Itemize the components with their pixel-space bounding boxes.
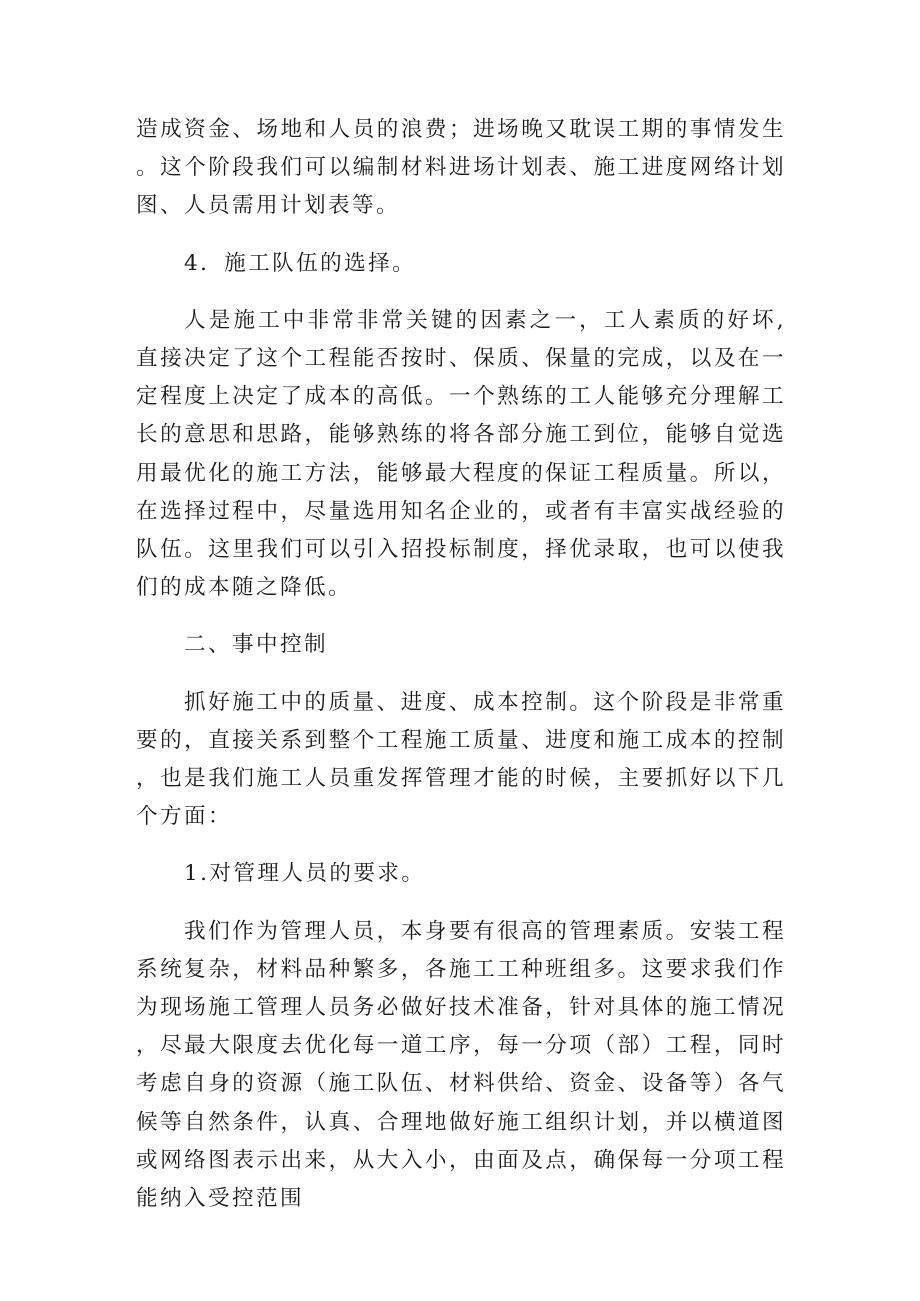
- paragraph-quality-progress-cost: 抓好施工中的质量、进度、成本控制。这个阶段是非常重要的，直接关系到整个工程施工质量、进度和施工成本的控制，也是我们施工人员重发挥管理才能的时候，主要抓好以下几个方面：: [136, 689, 786, 830]
- heading-manager-requirements: 1.对管理人员的要求。: [184, 861, 426, 887]
- document-body: [136, 111, 786, 1218]
- paragraph-continuation: 造成资金、场地和人员的浪费；进场晚又耽误工期的事情发生。这个阶段我们可以编制材料进场计划表、施工进度网络计划图、人员需用计划表等。: [136, 117, 786, 219]
- paragraph-manager-duties: 我们作为管理人员，本身要有很高的管理素质。安装工程系统复杂，材料品种繁多，各施工工种班组多。这要求我们作为现场施工管理人员务必做好技术准备，针对具体的施工情况，尽最大限度去优化每一道工序，每一分项（部）工程，同时考虑自身的资源（施工队伍、材料供给、资金、设备等）各气候等自然条件，认真、合理地做好施工组织计划，并以横道图或网络图表示出来，从大入小，由面及点，确保每一分项工程能纳入受控范围: [136, 918, 786, 1212]
- heading-construction-team-selection: 4．施工队伍的选择。: [184, 250, 417, 276]
- heading-in-process-control: 二、事中控制: [184, 632, 328, 658]
- paragraph-worker-quality: 人是施工中非常非常关键的因素之一，工人素质的好坏,直接决定了这个工程能否按时、保质、保量的完成，以及在一定程度上决定了成本的高低。一个熟练的工人能够充分理解工长的意思和思路，能够熟练的将各部分施工到位，能够自觉选用最优化的施工方法，能够最大程度的保证工程质量。所以，在选择过程中，尽量选用知名企业的，或者有丰富实战经验的队伍。这里我们可以引入招投标制度，择优录取，也可以使我们的成本随之降低。: [136, 307, 786, 601]
